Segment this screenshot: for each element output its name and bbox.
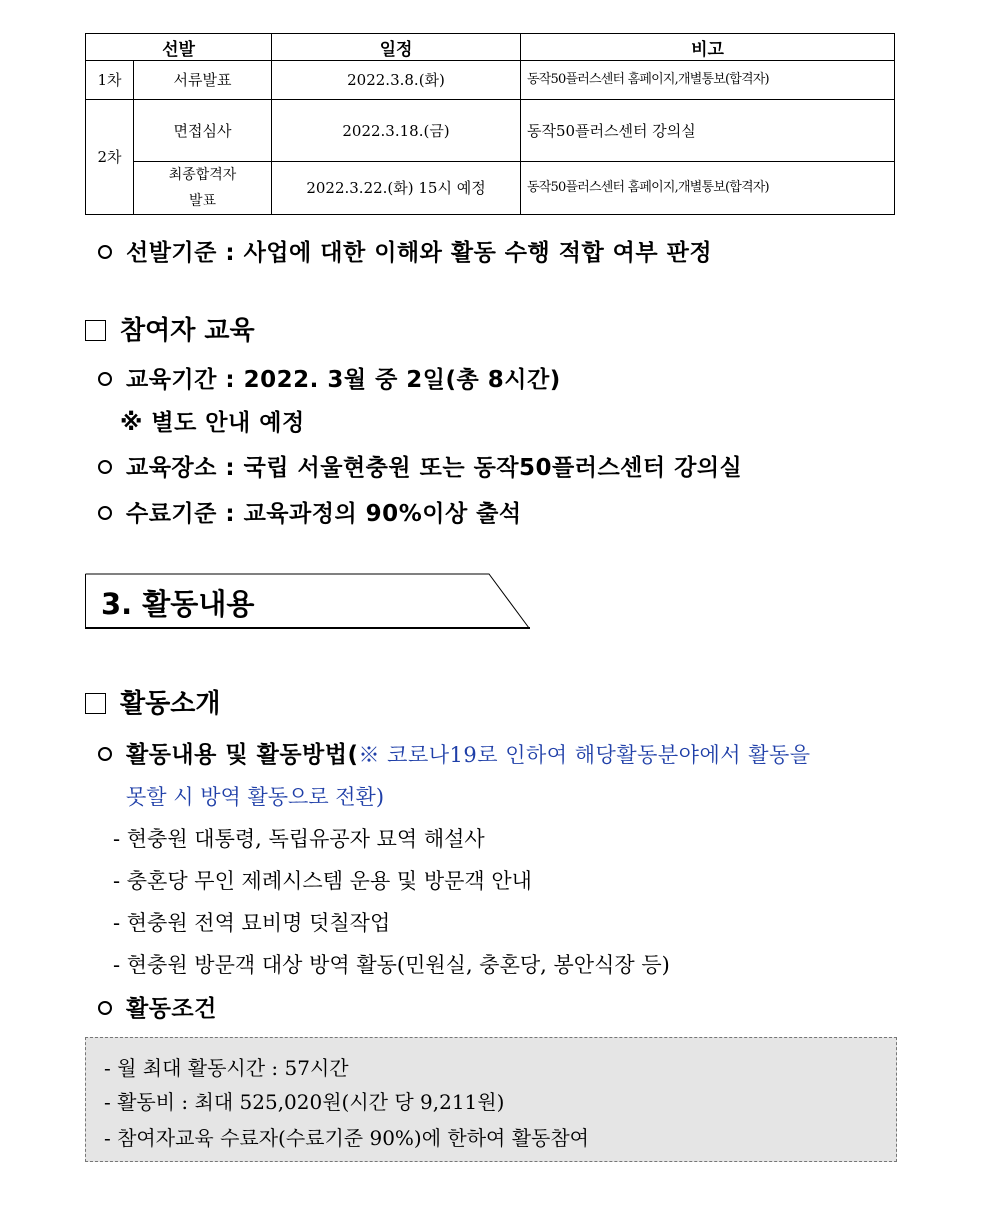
- circle-bullet-icon: [98, 506, 112, 520]
- education-place-text: 교육장소 : 국립 서울현충원 또는 동작50플러스센터 강의실: [126, 455, 743, 481]
- header-note: 비고: [521, 34, 895, 61]
- activity-conditions: [98, 990, 217, 1023]
- condition-item: - 활동비 : 최대 525,020원(시간 당 9,211원): [104, 1090, 505, 1114]
- selection-criteria: [98, 234, 712, 267]
- note-cell: 동작50플러스센터 홈페이지,개별통보(합격자): [521, 162, 895, 215]
- activity-methods: [98, 736, 811, 769]
- date-cell: 2022.3.8.(화): [272, 61, 521, 100]
- square-bullet-icon: [85, 693, 106, 714]
- education-heading-text: 참여자 교육: [120, 316, 255, 346]
- education-completion: [98, 495, 522, 528]
- step-line: 발표: [188, 193, 217, 209]
- education-place: [98, 449, 742, 482]
- table-header-row: [86, 34, 895, 61]
- table-row: [86, 100, 895, 162]
- covid-note: ※ 코로나19로 인하여 해당활동분야에서 활동을: [358, 743, 811, 767]
- circle-bullet-icon: [98, 1001, 112, 1015]
- header-selection: 선발: [86, 34, 272, 61]
- round-cell: 1차: [86, 61, 134, 100]
- activity-conditions-text: 활동조건: [126, 996, 217, 1022]
- step-cell: 서류발표: [134, 61, 272, 100]
- date-cell: 2022.3.18.(금): [272, 100, 521, 162]
- note-cell: 동작50플러스센터 홈페이지,개별통보(합격자): [521, 61, 895, 100]
- education-heading: [85, 310, 255, 347]
- date-cell: 2022.3.22.(화) 15시 예정: [272, 162, 521, 215]
- activity-heading-text: 활동소개: [120, 689, 221, 719]
- header-schedule: 일정: [272, 34, 521, 61]
- circle-bullet-icon: [98, 245, 112, 259]
- condition-item: - 참여자교육 수료자(수료기준 90%)에 한하여 활동참여: [104, 1126, 590, 1150]
- conditions-box: [85, 1037, 897, 1162]
- table-row: [86, 162, 895, 215]
- condition-item: - 월 최대 활동시간 : 57시간: [104, 1056, 349, 1080]
- activity-heading: [85, 683, 220, 720]
- selection-criteria-text: 선발기준 : 사업에 대한 이해와 활동 수행 적합 여부 판정: [126, 240, 713, 266]
- step-cell: 면접심사: [134, 100, 272, 162]
- education-period-note: ※ 별도 안내 예정: [120, 410, 305, 436]
- list-item: - 충혼당 무인 제례시스템 운용 및 방문객 안내: [113, 869, 532, 893]
- circle-bullet-icon: [98, 460, 112, 474]
- square-bullet-icon: [85, 320, 106, 341]
- note-cell: 동작50플러스센터 강의실: [521, 100, 895, 162]
- education-completion-text: 수료기준 : 교육과정의 90%이상 출석: [126, 501, 522, 527]
- circle-bullet-icon: [98, 372, 112, 386]
- step-cell: [134, 162, 272, 215]
- activity-methods-label: 활동내용 및 활동방법(: [126, 742, 359, 768]
- section-title-tab: [85, 572, 530, 630]
- circle-bullet-icon: [98, 747, 112, 761]
- list-item: - 현충원 방문객 대상 방역 활동(민원실, 충혼당, 봉안식장 등): [113, 953, 670, 977]
- education-period: [98, 361, 561, 394]
- table-row: [86, 61, 895, 100]
- round-cell: 2차: [86, 100, 134, 215]
- selection-schedule-table: [85, 33, 895, 215]
- list-item: - 현충원 전역 묘비명 덧칠작업: [113, 911, 391, 935]
- covid-note-continued: 못할 시 방역 활동으로 전환): [126, 785, 385, 809]
- list-item: - 현충원 대통령, 독립유공자 묘역 해설사: [113, 827, 485, 851]
- section-title: 3. 활동내용: [101, 587, 255, 621]
- step-line: 최종합격자: [168, 167, 237, 183]
- education-period-text: 교육기간 : 2022. 3월 중 2일(총 8시간): [126, 367, 561, 393]
